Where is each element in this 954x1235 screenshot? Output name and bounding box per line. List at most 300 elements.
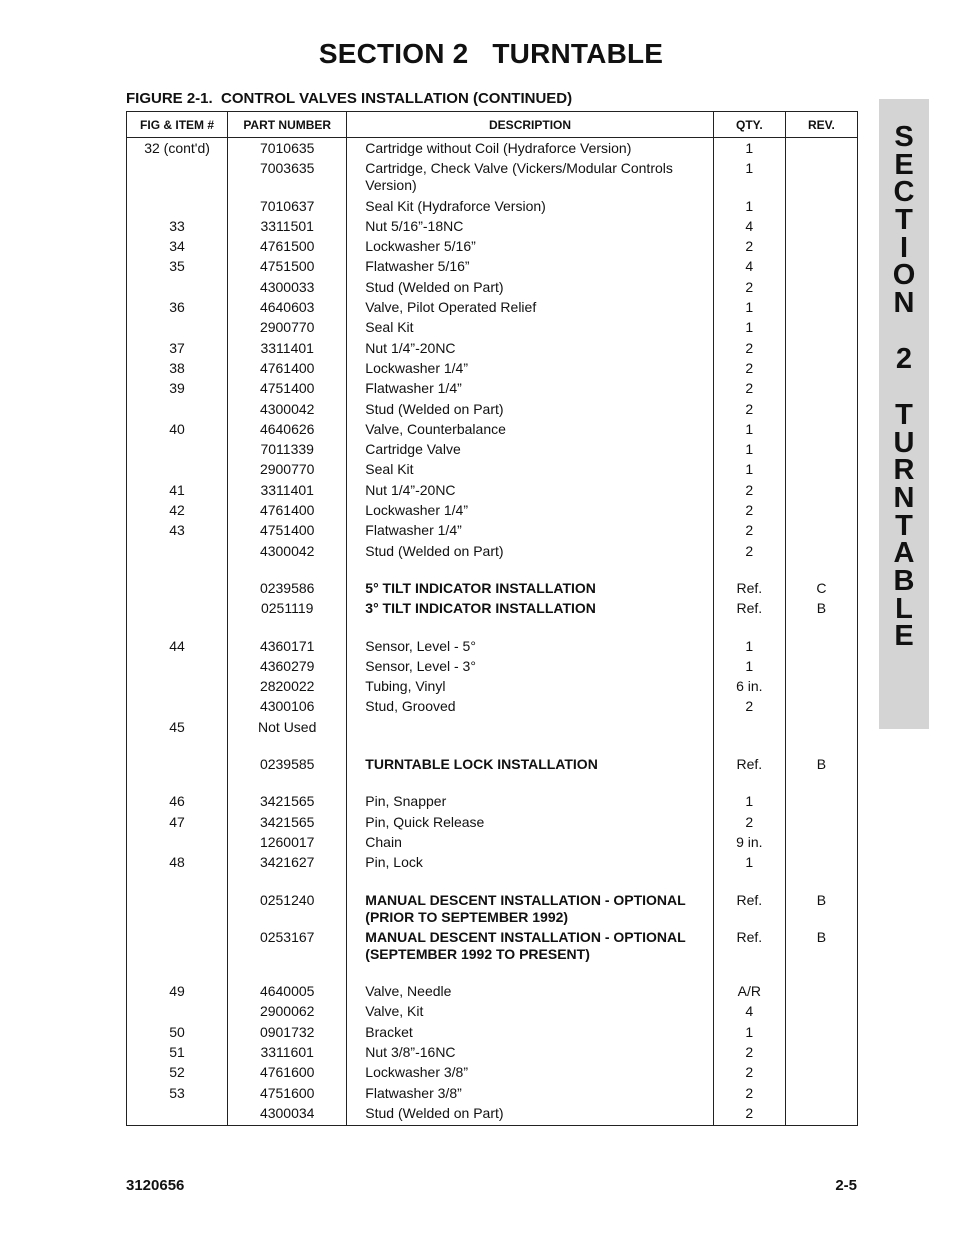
part-number-cell: 4300033 bbox=[228, 279, 347, 299]
part-number-cell: 7010635 bbox=[228, 138, 347, 161]
spacer-cell bbox=[127, 875, 228, 892]
description-cell: Sensor, Level - 5° bbox=[347, 638, 714, 658]
table-header-row bbox=[127, 112, 858, 138]
table-row bbox=[127, 522, 858, 542]
rev-cell bbox=[785, 279, 857, 299]
part-number-cell: 4300042 bbox=[228, 401, 347, 421]
qty-cell bbox=[713, 719, 785, 739]
qty-cell: 2 bbox=[713, 401, 785, 421]
rev-cell bbox=[785, 638, 857, 658]
header-description: DESCRIPTION bbox=[347, 112, 714, 138]
qty-cell: 1 bbox=[713, 160, 785, 197]
spacer-cell bbox=[785, 621, 857, 638]
description-cell: Lockwasher 1/4” bbox=[347, 502, 714, 522]
qty-cell: Ref. bbox=[713, 929, 785, 966]
rev-cell: C bbox=[785, 580, 857, 600]
side-tab-letter: E bbox=[894, 149, 914, 181]
qty-cell: 2 bbox=[713, 698, 785, 718]
table-row bbox=[127, 834, 858, 854]
rev-cell bbox=[785, 380, 857, 400]
rev-cell bbox=[785, 1044, 857, 1064]
table-row bbox=[127, 380, 858, 400]
rev-cell bbox=[785, 198, 857, 218]
side-tab-letter: I bbox=[899, 232, 909, 264]
table-row bbox=[127, 319, 858, 339]
table-row bbox=[127, 638, 858, 658]
table-row bbox=[127, 658, 858, 678]
fig-item-cell bbox=[127, 834, 228, 854]
qty-cell: 1 bbox=[713, 854, 785, 874]
description-cell: Stud, Grooved bbox=[347, 698, 714, 718]
fig-item-cell bbox=[127, 319, 228, 339]
description-cell: Nut 1/4”-20NC bbox=[347, 340, 714, 360]
description-cell: TURNTABLE LOCK INSTALLATION bbox=[347, 756, 714, 776]
spacer-cell bbox=[228, 875, 347, 892]
rev-cell bbox=[785, 1105, 857, 1126]
part-number-cell: 3311401 bbox=[228, 340, 347, 360]
description-cell: Lockwasher 3/8” bbox=[347, 1064, 714, 1084]
spacer-row bbox=[127, 966, 858, 983]
qty-cell: 2 bbox=[713, 360, 785, 380]
description-cell: Cartridge Valve bbox=[347, 441, 714, 461]
part-number-cell: 3421565 bbox=[228, 814, 347, 834]
qty-cell: 4 bbox=[713, 258, 785, 278]
qty-cell: 2 bbox=[713, 1105, 785, 1126]
part-number-cell: 3311401 bbox=[228, 482, 347, 502]
rev-cell bbox=[785, 441, 857, 461]
side-tab-letter: T bbox=[895, 399, 913, 431]
table-row bbox=[127, 1003, 858, 1023]
table-row bbox=[127, 138, 858, 161]
spacer-cell bbox=[127, 966, 228, 983]
table-row bbox=[127, 543, 858, 563]
table-row bbox=[127, 461, 858, 481]
part-number-cell: 4300034 bbox=[228, 1105, 347, 1126]
description-cell: Flatwasher 1/4” bbox=[347, 380, 714, 400]
spacer-cell bbox=[785, 776, 857, 793]
table-row bbox=[127, 160, 858, 197]
rev-cell bbox=[785, 1003, 857, 1023]
side-tab-letter: C bbox=[893, 176, 915, 208]
spacer-cell bbox=[228, 621, 347, 638]
fig-item-cell: 45 bbox=[127, 719, 228, 739]
rev-cell bbox=[785, 983, 857, 1003]
header-fig-item: FIG & ITEM # bbox=[127, 112, 228, 138]
side-tab-letter: O bbox=[892, 259, 916, 291]
qty-cell: 2 bbox=[713, 1064, 785, 1084]
figure-title: FIGURE 2-1. CONTROL VALVES INSTALLATION (CONTINUED) bbox=[126, 90, 573, 107]
fig-item-cell: 49 bbox=[127, 983, 228, 1003]
header-rev: REV. bbox=[785, 112, 857, 138]
qty-cell: Ref. bbox=[713, 600, 785, 620]
description-cell: Seal Kit (Hydraforce Version) bbox=[347, 198, 714, 218]
table-row bbox=[127, 218, 858, 238]
description-cell: Cartridge, Check Valve (Vickers/Modular Controls Version) bbox=[347, 160, 714, 197]
table-row bbox=[127, 198, 858, 218]
description-cell: Pin, Quick Release bbox=[347, 814, 714, 834]
description-cell: Pin, Snapper bbox=[347, 793, 714, 813]
rev-cell bbox=[785, 854, 857, 874]
fig-item-cell: 33 bbox=[127, 218, 228, 238]
description-cell: Nut 3/8”-16NC bbox=[347, 1044, 714, 1064]
spacer-cell bbox=[713, 739, 785, 756]
part-number-cell: 3421565 bbox=[228, 793, 347, 813]
rev-cell: B bbox=[785, 600, 857, 620]
description-cell: MANUAL DESCENT INSTALLATION - OPTIONAL (SEPTEMBER 1992 TO PRESENT) bbox=[347, 929, 714, 966]
spacer-row bbox=[127, 621, 858, 638]
spacer-cell bbox=[127, 776, 228, 793]
table-row bbox=[127, 1105, 858, 1126]
fig-item-cell bbox=[127, 892, 228, 929]
table-row bbox=[127, 756, 858, 776]
fig-item-cell bbox=[127, 600, 228, 620]
rev-cell bbox=[785, 299, 857, 319]
table-row bbox=[127, 1085, 858, 1105]
spacer-cell bbox=[347, 621, 714, 638]
spacer-cell bbox=[347, 875, 714, 892]
description-cell: Flatwasher 5/16” bbox=[347, 258, 714, 278]
spacer-cell bbox=[785, 966, 857, 983]
part-number-cell: 4751400 bbox=[228, 522, 347, 542]
side-tab-letter: B bbox=[893, 565, 915, 597]
rev-cell bbox=[785, 1085, 857, 1105]
rev-cell bbox=[785, 461, 857, 481]
description-cell: Nut 5/16”-18NC bbox=[347, 218, 714, 238]
qty-cell: 1 bbox=[713, 421, 785, 441]
spacer-row bbox=[127, 563, 858, 580]
qty-cell: A/R bbox=[713, 983, 785, 1003]
rev-cell bbox=[785, 502, 857, 522]
table-row bbox=[127, 279, 858, 299]
fig-item-cell: 38 bbox=[127, 360, 228, 380]
qty-cell: 2 bbox=[713, 814, 785, 834]
part-number-cell: 3311601 bbox=[228, 1044, 347, 1064]
table-row bbox=[127, 854, 858, 874]
table-row bbox=[127, 258, 858, 278]
table-row bbox=[127, 441, 858, 461]
fig-item-cell: 48 bbox=[127, 854, 228, 874]
description-cell: Valve, Needle bbox=[347, 983, 714, 1003]
part-number-cell: 0253167 bbox=[228, 929, 347, 966]
description-cell: Nut 1/4”-20NC bbox=[347, 482, 714, 502]
fig-item-cell bbox=[127, 580, 228, 600]
part-number-cell: 3311501 bbox=[228, 218, 347, 238]
qty-cell: 2 bbox=[713, 522, 785, 542]
qty-cell: 1 bbox=[713, 638, 785, 658]
description-cell: Valve, Kit bbox=[347, 1003, 714, 1023]
description-cell: Stud (Welded on Part) bbox=[347, 543, 714, 563]
spacer-cell bbox=[347, 563, 714, 580]
part-number-cell: 7003635 bbox=[228, 160, 347, 197]
rev-cell bbox=[785, 258, 857, 278]
table-row bbox=[127, 580, 858, 600]
spacer-cell bbox=[228, 776, 347, 793]
qty-cell: 1 bbox=[713, 319, 785, 339]
rev-cell bbox=[785, 543, 857, 563]
qty-cell: 2 bbox=[713, 238, 785, 258]
qty-cell: 4 bbox=[713, 1003, 785, 1023]
qty-cell: 6 in. bbox=[713, 678, 785, 698]
part-number-cell: 7010637 bbox=[228, 198, 347, 218]
qty-cell: 2 bbox=[713, 502, 785, 522]
part-number-cell: 4751600 bbox=[228, 1085, 347, 1105]
table-row bbox=[127, 1024, 858, 1044]
rev-cell bbox=[785, 401, 857, 421]
fig-item-cell bbox=[127, 1003, 228, 1023]
rev-cell bbox=[785, 340, 857, 360]
description-cell: Valve, Pilot Operated Relief bbox=[347, 299, 714, 319]
description-cell: 3° TILT INDICATOR INSTALLATION bbox=[347, 600, 714, 620]
qty-cell: 1 bbox=[713, 198, 785, 218]
spacer-cell bbox=[713, 875, 785, 892]
spacer-cell bbox=[713, 563, 785, 580]
table-row bbox=[127, 360, 858, 380]
table-row bbox=[127, 892, 858, 929]
qty-cell: 1 bbox=[713, 1024, 785, 1044]
rev-cell bbox=[785, 218, 857, 238]
table-row bbox=[127, 678, 858, 698]
part-number-cell: 4761400 bbox=[228, 502, 347, 522]
qty-cell: 1 bbox=[713, 138, 785, 161]
fig-item-cell bbox=[127, 658, 228, 678]
part-number-cell: 4300106 bbox=[228, 698, 347, 718]
qty-cell: 1 bbox=[713, 658, 785, 678]
rev-cell bbox=[785, 1024, 857, 1044]
rev-cell bbox=[785, 522, 857, 542]
qty-cell: 2 bbox=[713, 543, 785, 563]
part-number-cell: 0239585 bbox=[228, 756, 347, 776]
description-cell: MANUAL DESCENT INSTALLATION - OPTIONAL (PRIOR TO SEPTEMBER 1992) bbox=[347, 892, 714, 929]
qty-cell: 1 bbox=[713, 441, 785, 461]
rev-cell bbox=[785, 138, 857, 161]
qty-cell: Ref. bbox=[713, 756, 785, 776]
table-row bbox=[127, 698, 858, 718]
fig-item-cell bbox=[127, 441, 228, 461]
description-cell: Tubing, Vinyl bbox=[347, 678, 714, 698]
rev-cell: B bbox=[785, 892, 857, 929]
section-side-tab bbox=[879, 99, 929, 729]
fig-item-cell: 36 bbox=[127, 299, 228, 319]
side-tab-letter: U bbox=[893, 427, 915, 459]
table-row bbox=[127, 929, 858, 966]
table-row bbox=[127, 600, 858, 620]
rev-cell bbox=[785, 814, 857, 834]
table-row bbox=[127, 421, 858, 441]
spacer-cell bbox=[228, 563, 347, 580]
qty-cell: Ref. bbox=[713, 892, 785, 929]
part-number-cell: 4640603 bbox=[228, 299, 347, 319]
qty-cell: 1 bbox=[713, 299, 785, 319]
side-tab-letter: T bbox=[895, 204, 913, 236]
fig-item-cell bbox=[127, 929, 228, 966]
description-cell: Stud (Welded on Part) bbox=[347, 1105, 714, 1126]
rev-cell bbox=[785, 834, 857, 854]
fig-item-cell: 52 bbox=[127, 1064, 228, 1084]
table-row bbox=[127, 482, 858, 502]
table-row bbox=[127, 1044, 858, 1064]
fig-item-cell: 43 bbox=[127, 522, 228, 542]
description-cell: Seal Kit bbox=[347, 319, 714, 339]
part-number-cell: 7011339 bbox=[228, 441, 347, 461]
rev-cell bbox=[785, 482, 857, 502]
spacer-cell bbox=[347, 739, 714, 756]
spacer-cell bbox=[713, 621, 785, 638]
spacer-cell bbox=[713, 966, 785, 983]
fig-item-cell bbox=[127, 401, 228, 421]
part-number-cell: 2900770 bbox=[228, 319, 347, 339]
fig-item-cell bbox=[127, 543, 228, 563]
part-number-cell: 4751400 bbox=[228, 380, 347, 400]
spacer-row bbox=[127, 875, 858, 892]
side-tab-letter: 2 bbox=[895, 343, 913, 375]
side-tab-letter: A bbox=[893, 537, 915, 569]
description-cell: Stud (Welded on Part) bbox=[347, 401, 714, 421]
spacer-cell bbox=[347, 776, 714, 793]
part-number-cell: 0901732 bbox=[228, 1024, 347, 1044]
qty-cell: 1 bbox=[713, 793, 785, 813]
fig-item-cell: 37 bbox=[127, 340, 228, 360]
rev-cell bbox=[785, 678, 857, 698]
qty-cell: 2 bbox=[713, 1085, 785, 1105]
part-number-cell: 1260017 bbox=[228, 834, 347, 854]
spacer-cell bbox=[127, 621, 228, 638]
fig-item-cell: 44 bbox=[127, 638, 228, 658]
description-cell: Chain bbox=[347, 834, 714, 854]
rev-cell bbox=[785, 658, 857, 678]
side-tab-letter: S bbox=[894, 121, 914, 153]
fig-item-cell: 46 bbox=[127, 793, 228, 813]
side-tab-letter: L bbox=[895, 593, 913, 625]
description-cell bbox=[347, 719, 714, 739]
rev-cell: B bbox=[785, 756, 857, 776]
fig-item-cell: 39 bbox=[127, 380, 228, 400]
qty-cell: 2 bbox=[713, 340, 785, 360]
side-tab-letter: T bbox=[895, 510, 913, 542]
fig-item-cell: 51 bbox=[127, 1044, 228, 1064]
part-number-cell: 0251240 bbox=[228, 892, 347, 929]
spacer-cell bbox=[228, 739, 347, 756]
fig-item-cell: 47 bbox=[127, 814, 228, 834]
fig-item-cell bbox=[127, 698, 228, 718]
rev-cell bbox=[785, 238, 857, 258]
fig-item-cell bbox=[127, 1105, 228, 1126]
rev-cell bbox=[785, 421, 857, 441]
rev-cell bbox=[785, 698, 857, 718]
side-tab-letter: R bbox=[893, 454, 915, 486]
table-row bbox=[127, 238, 858, 258]
part-number-cell: 4360171 bbox=[228, 638, 347, 658]
spacer-cell bbox=[127, 739, 228, 756]
part-number-cell: 4761500 bbox=[228, 238, 347, 258]
fig-item-cell bbox=[127, 160, 228, 197]
spacer-cell bbox=[785, 875, 857, 892]
fig-item-cell: 40 bbox=[127, 421, 228, 441]
fig-item-cell: 34 bbox=[127, 238, 228, 258]
table-row bbox=[127, 1064, 858, 1084]
spacer-cell bbox=[347, 966, 714, 983]
spacer-row bbox=[127, 739, 858, 756]
part-number-cell: 2900770 bbox=[228, 461, 347, 481]
qty-cell: 2 bbox=[713, 482, 785, 502]
qty-cell: 2 bbox=[713, 380, 785, 400]
description-cell: Seal Kit bbox=[347, 461, 714, 481]
description-cell: Stud (Welded on Part) bbox=[347, 279, 714, 299]
qty-cell: Ref. bbox=[713, 580, 785, 600]
table-row bbox=[127, 983, 858, 1003]
spacer-cell bbox=[228, 966, 347, 983]
fig-item-cell: 35 bbox=[127, 258, 228, 278]
parts-table-body bbox=[127, 138, 858, 1126]
qty-cell: 2 bbox=[713, 279, 785, 299]
fig-item-cell bbox=[127, 461, 228, 481]
fig-item-cell: 32 (cont'd) bbox=[127, 138, 228, 161]
description-cell: Lockwasher 5/16” bbox=[347, 238, 714, 258]
description-cell: Cartridge without Coil (Hydraforce Version) bbox=[347, 138, 714, 161]
rev-cell bbox=[785, 793, 857, 813]
part-number-cell: 4640626 bbox=[228, 421, 347, 441]
table-row bbox=[127, 814, 858, 834]
side-tab-letter: E bbox=[894, 620, 914, 652]
part-number-cell: 2900062 bbox=[228, 1003, 347, 1023]
description-cell: Flatwasher 1/4” bbox=[347, 522, 714, 542]
header-part-number: PART NUMBER bbox=[228, 112, 347, 138]
description-cell: Valve, Counterbalance bbox=[347, 421, 714, 441]
rev-cell bbox=[785, 160, 857, 197]
fig-item-cell bbox=[127, 279, 228, 299]
spacer-row bbox=[127, 776, 858, 793]
parts-table bbox=[126, 111, 858, 1126]
part-number-cell: 2820022 bbox=[228, 678, 347, 698]
spacer-cell bbox=[785, 739, 857, 756]
fig-item-cell: 42 bbox=[127, 502, 228, 522]
qty-cell: 1 bbox=[713, 461, 785, 481]
qty-cell: 2 bbox=[713, 1044, 785, 1064]
description-cell: Pin, Lock bbox=[347, 854, 714, 874]
part-number-cell: 4640005 bbox=[228, 983, 347, 1003]
rev-cell bbox=[785, 360, 857, 380]
page-number: 2-5 bbox=[835, 1177, 857, 1194]
table-row bbox=[127, 502, 858, 522]
spacer-cell bbox=[127, 563, 228, 580]
part-number-cell: 4300042 bbox=[228, 543, 347, 563]
table-row bbox=[127, 299, 858, 319]
fig-item-cell bbox=[127, 198, 228, 218]
rev-cell: B bbox=[785, 929, 857, 966]
part-number-cell: 0251119 bbox=[228, 600, 347, 620]
rev-cell bbox=[785, 719, 857, 739]
part-number-cell: 3421627 bbox=[228, 854, 347, 874]
document-number: 3120656 bbox=[126, 1177, 185, 1194]
fig-item-cell bbox=[127, 678, 228, 698]
fig-item-cell bbox=[127, 756, 228, 776]
fig-item-cell: 50 bbox=[127, 1024, 228, 1044]
fig-item-cell: 41 bbox=[127, 482, 228, 502]
section-title: SECTION 2 TURNTABLE bbox=[318, 38, 664, 69]
part-number-cell: 0239586 bbox=[228, 580, 347, 600]
rev-cell bbox=[785, 1064, 857, 1084]
description-cell: Lockwasher 1/4” bbox=[347, 360, 714, 380]
table-row bbox=[127, 340, 858, 360]
description-cell: Sensor, Level - 3° bbox=[347, 658, 714, 678]
table-row bbox=[127, 719, 858, 739]
description-cell: Flatwasher 3/8” bbox=[347, 1085, 714, 1105]
part-number-cell: Not Used bbox=[228, 719, 347, 739]
spacer-cell bbox=[713, 776, 785, 793]
side-tab-letter: N bbox=[893, 482, 915, 514]
part-number-cell: 4751500 bbox=[228, 258, 347, 278]
description-cell: Bracket bbox=[347, 1024, 714, 1044]
fig-item-cell: 53 bbox=[127, 1085, 228, 1105]
